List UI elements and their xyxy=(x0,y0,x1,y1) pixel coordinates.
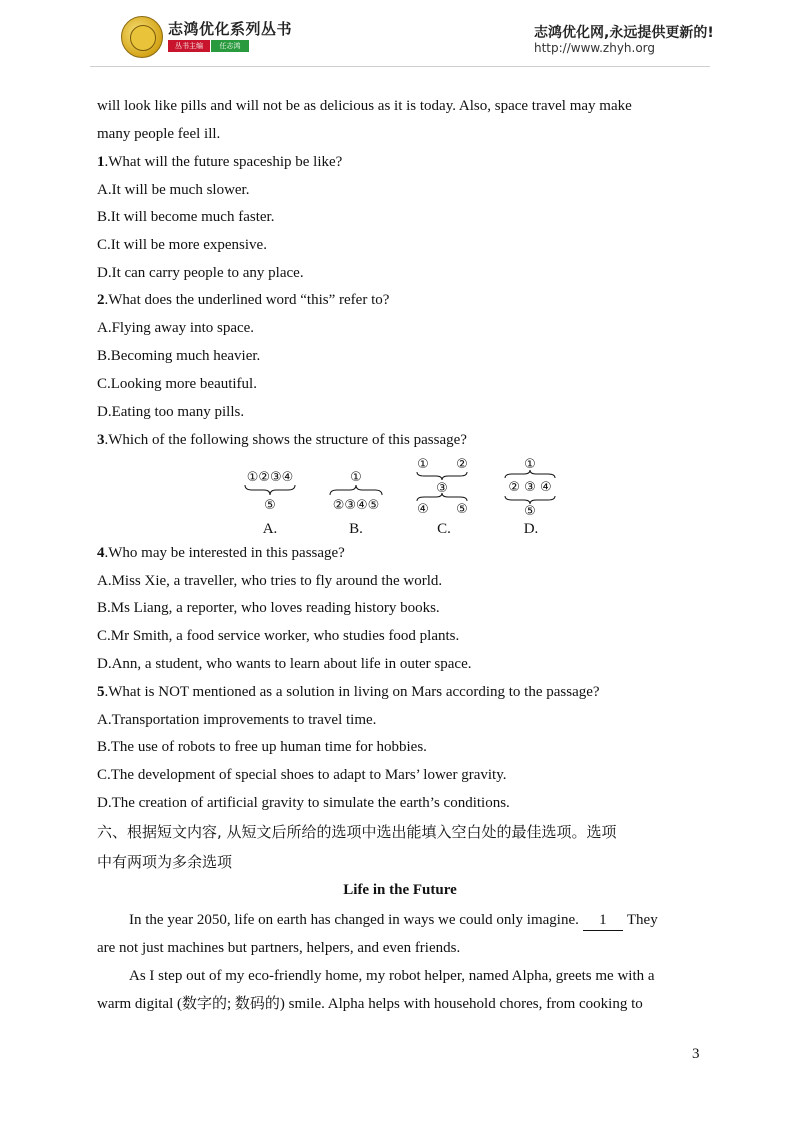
q1-option-b: B.It will become much faster. xyxy=(97,209,275,225)
diagram-c-label: C. xyxy=(437,521,451,537)
q4-option-a: A.Miss Xie, a traveller, who tries to fly around the world. xyxy=(97,573,443,589)
diagram-d-label: D. xyxy=(523,521,539,537)
diagram-d-top: ① xyxy=(524,457,536,472)
page-number: 3 xyxy=(692,1046,700,1062)
diagram-c-brace-top xyxy=(417,472,467,480)
diagram-b xyxy=(330,470,382,537)
question-text: .What is NOT mentioned as a solution in living on Mars according to the passage? xyxy=(104,684,600,700)
q1-option-d: D.It can carry people to any place. xyxy=(97,265,304,281)
blank-1: 1 xyxy=(583,910,623,931)
question-text: .What will the future spaceship be like? xyxy=(104,154,343,170)
diagram-c-node-3: ③ xyxy=(436,481,448,496)
diagram-a-bottom: ⑤ xyxy=(264,498,276,513)
diagram-a-top: ①②③④ xyxy=(246,470,294,485)
passage-p1-line-2: are not just machines but partners, helpers, and even friends. xyxy=(97,940,461,956)
question-text: .Which of the following shows the structure of this passage? xyxy=(104,432,467,448)
question-2 xyxy=(97,290,389,310)
question-3 xyxy=(97,430,467,450)
brand-title: 志鸿优化系列丛书 xyxy=(168,20,293,38)
diagram-d-brace-bottom xyxy=(505,496,555,504)
diagram-b-bottom: ②③④⑤ xyxy=(332,498,380,513)
diagram-d xyxy=(505,457,555,537)
question-1 xyxy=(97,152,342,172)
diagram-d-brace-top xyxy=(505,470,555,478)
section-6-instruction-1: 六、根据短文内容, 从短文后所给的选项中选出能填入空白处的最佳选项。选项 xyxy=(97,823,617,841)
diagram-c xyxy=(417,457,468,537)
q4-option-c: C.Mr Smith, a food service worker, who studies food plants. xyxy=(97,628,460,644)
question-text: .What does the underlined word “this” refer to? xyxy=(104,292,390,308)
diagram-b-label: B. xyxy=(349,521,363,537)
diagram-a-label: A. xyxy=(262,521,278,537)
site-slogan: 志鸿优化网,永远提供更新的! xyxy=(534,25,714,41)
passage-p2-line-2: warm digital (数字的; 数码的) smile. Alpha helps with household chores, from cooking to xyxy=(97,996,643,1012)
q4-option-d: D.Ann, a student, who wants to learn about life in outer space. xyxy=(97,656,472,672)
q5-option-c: C.The development of special shoes to adapt to Mars’ lower gravity. xyxy=(97,767,507,783)
logo-emblem-icon xyxy=(130,25,156,51)
brand-logo xyxy=(121,16,163,58)
q2-option-c: C.Looking more beautiful. xyxy=(97,376,257,392)
question-number: 3 xyxy=(97,432,105,448)
question-number: 1 xyxy=(97,154,105,170)
site-url[interactable]: http://www.zhyh.org xyxy=(534,41,656,55)
diagram-a-brace xyxy=(245,485,295,495)
question-5 xyxy=(97,682,600,702)
section-6-instruction-2: 中有两项为多余选项 xyxy=(97,853,233,871)
structure-diagrams xyxy=(0,453,800,543)
q5-option-a: A.Transportation improvements to travel time. xyxy=(97,712,377,728)
passage-text: In the year 2050, life on earth has changed in ways we could only imagine. xyxy=(129,912,579,928)
editor-label: 丛书主编 xyxy=(168,40,210,52)
passage-title: Life in the Future xyxy=(343,882,457,898)
q4-option-b: B.Ms Liang, a reporter, who loves reading history books. xyxy=(97,600,440,616)
diagram-c-node-2: ② xyxy=(456,457,468,472)
q5-option-b: B.The use of robots to free up human time for hobbies. xyxy=(97,739,427,755)
passage-p2-line-1: As I step out of my eco-friendly home, my robot helper, named Alpha, greets me with a xyxy=(129,968,655,984)
diagram-b-brace xyxy=(330,485,382,495)
question-number: 5 xyxy=(97,684,105,700)
diagram-c-brace-bottom xyxy=(417,493,467,501)
question-4 xyxy=(97,543,345,563)
passage-text: They xyxy=(626,912,658,928)
question-number: 4 xyxy=(97,545,105,561)
passage-p1-line-1 xyxy=(129,910,658,931)
editor-name: 任志鸿 xyxy=(211,40,249,52)
header-divider xyxy=(90,66,710,67)
page-header xyxy=(0,0,800,66)
q1-option-a: A.It will be much slower. xyxy=(97,182,250,198)
question-number: 2 xyxy=(97,292,105,308)
diagram-c-node-1: ① xyxy=(417,457,429,472)
intro-line-1: will look like pills and will not be as delicious as it is today. Also, space travel may make xyxy=(97,98,632,114)
q5-option-d: D.The creation of artificial gravity to simulate the earth’s conditions. xyxy=(97,795,510,811)
question-text: .Who may be interested in this passage? xyxy=(104,545,345,561)
q1-option-c: C.It will be more expensive. xyxy=(97,237,267,253)
intro-line-2: many people feel ill. xyxy=(97,126,221,142)
diagram-a xyxy=(245,470,295,537)
q2-option-a: A.Flying away into space. xyxy=(97,320,255,336)
q2-option-b: B.Becoming much heavier. xyxy=(97,348,261,364)
diagram-c-node-4: ④ xyxy=(417,502,429,517)
diagram-d-bottom: ⑤ xyxy=(524,504,536,519)
diagram-c-node-5: ⑤ xyxy=(456,502,468,517)
q2-option-d: D.Eating too many pills. xyxy=(97,404,245,420)
diagram-b-top: ① xyxy=(350,470,362,485)
diagram-d-middle: ② ③ ④ xyxy=(508,480,552,495)
